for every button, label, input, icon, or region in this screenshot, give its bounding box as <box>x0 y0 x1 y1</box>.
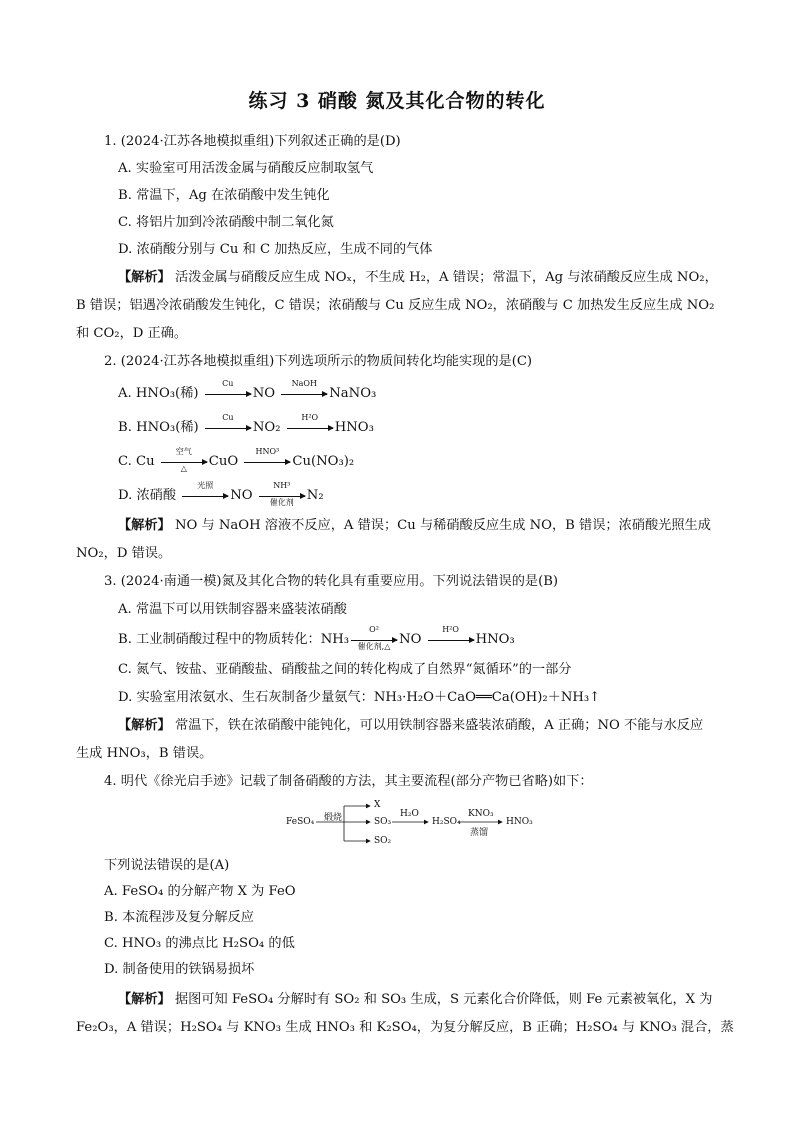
q1-option-c: C. 将铝片加到冷浓硝酸中制二氧化氮 <box>118 215 334 230</box>
q3-explanation-line-1 <box>118 716 720 736</box>
q4-explanation-text-1: 据图可知 FeSO₄ 分解时有 SO₂ 和 SO₃ 生成，S 元素化合价降低，则 Fe 元素被氧化，X 为 <box>170 992 713 1007</box>
q2-b-product: HNO₃ <box>334 420 374 435</box>
q2-option-a <box>118 378 720 404</box>
page-title: 练习 3 硝酸 氮及其化合物的转化 <box>248 90 546 112</box>
arrow-icon <box>428 624 474 647</box>
arrow-icon <box>205 412 251 435</box>
q3-explanation-line-2: 生成 HNO₃，B 错误。 <box>76 746 213 761</box>
arrow-icon <box>351 624 397 651</box>
arrow-label-bottom: 催化剂 <box>269 497 294 507</box>
arrow-icon <box>205 378 251 401</box>
explanation-tag: 【解析】 <box>118 270 171 285</box>
q1-explanation-line-2: B 错误；铝遇冷浓硝酸发生钝化，C 错误；浓硝酸与 Cu 反应生成 NO₂，浓硝酸与 C 加热发生反应生成 NO₂ <box>76 298 715 313</box>
q2-c-reactant: C. Cu <box>118 454 159 469</box>
q4-option-b: B. 本流程涉及复分解反应 <box>104 910 254 925</box>
arrow-icon <box>161 446 207 473</box>
q4-option-d: D. 制备使用的铁锅易损坏 <box>104 962 255 977</box>
q3-explanation-text-1: 常温下，铁在浓硝酸中能钝化，可以用铁制容器来盛装浓硝酸，A 正确；NO 不能与水反应 <box>170 718 704 733</box>
arrow-label-top: HNO³ <box>255 446 280 456</box>
flow-product-so3: SO₃ <box>374 817 392 827</box>
flow-product-so2: SO₂ <box>374 836 392 846</box>
q1-option-a: A. 实验室可用活泼金属与硝酸反应制取氢气 <box>118 161 374 176</box>
arrow-label-top: H²O <box>442 624 459 634</box>
q2-option-d <box>118 480 720 507</box>
arrow-label-top: Cu <box>222 378 234 388</box>
arrow-label-top: NaOH <box>291 378 317 388</box>
flow-product-x: X <box>374 800 381 810</box>
arrow-label-bottom: 催化剂,△ <box>357 641 391 651</box>
arrow-label-top: H²O <box>301 412 319 422</box>
q3-b-text: B. 工业制硝酸过程中的物质转化：NH₃ <box>118 632 350 647</box>
q2-d-product: N₂ <box>306 488 324 503</box>
q4-option-c: C. HNO₃ 的沸点比 H₂SO₄ 的低 <box>104 936 295 951</box>
arrow-icon <box>281 378 327 401</box>
process-flow-diagram <box>280 794 540 852</box>
q3-stem: 3. (2024·南通一模)氮及其化合物的转化具有重要应用。下列说法错误的是(B) <box>104 574 559 589</box>
arrow-label-top: O² <box>369 624 379 634</box>
arrow-label-top: Cu <box>222 412 234 422</box>
q3-option-a: A. 常温下可以用铁制容器来盛装浓硝酸 <box>118 602 347 617</box>
q3-b-product: HNO₃ <box>475 632 515 647</box>
q2-b-reactant: B. HNO₃(稀) <box>118 420 203 435</box>
explanation-tag: 【解析】 <box>118 518 171 533</box>
flow-step3-top: KNO₃ <box>468 809 494 819</box>
flow-start: FeSO₄ <box>286 817 315 827</box>
q2-explanation-text-1: NO 与 NaOH 溶液不反应，A 错误；Cu 与稀硝酸反应生成 NO，B 错误；浓硝酸光照生成 <box>170 518 711 533</box>
q1-option-b: B. 常温下，Ag 在浓硝酸中发生钝化 <box>118 188 330 203</box>
q1-option-d: D. 浓硝酸分别与 Cu 和 C 加热反应，生成不同的气体 <box>118 242 433 257</box>
q3-option-b <box>118 624 720 651</box>
explanation-tag: 【解析】 <box>118 718 171 733</box>
q4-explanation-line-1 <box>118 990 720 1010</box>
q1-explanation-text-1: 活泼金属与硝酸反应生成 NOₓ，不生成 H₂，A 错误；常温下，Ag 与浓硝酸反应生成 NO₂， <box>170 270 718 285</box>
arrow-icon <box>287 412 333 435</box>
q2-a-product: NaNO₃ <box>329 386 377 401</box>
flow-end: HNO₃ <box>506 817 533 827</box>
q3-option-d: D. 实验室用浓氨水、生石灰制备少量氨气：NH₃·H₂O＋CaO══Ca(OH)₂＋NH₃↑ <box>118 690 601 705</box>
flow-step2-label: H₂O <box>400 809 419 819</box>
arrow-icon <box>182 480 228 503</box>
arrow-label-top: 光照 <box>197 480 214 490</box>
flow-step1-label: 煅烧 <box>324 813 343 823</box>
q1-explanation-line-1 <box>118 268 720 288</box>
q4-option-a: A. FeSO₄ 的分解产物 X 为 FeO <box>104 884 296 899</box>
q2-c-product: Cu(NO₃)₂ <box>292 454 355 469</box>
arrow-label-top: 空气 <box>175 446 192 456</box>
q3-option-c: C. 氮气、铵盐、亚硝酸盐、硝酸盐之间的转化构成了自然界“氮循环”的一部分 <box>118 662 572 677</box>
arrow-label-bottom: △ <box>180 463 187 473</box>
q2-a-intermediate: NO <box>252 386 280 401</box>
q3-b-intermediate: NO <box>399 632 426 647</box>
q4-stem: 4. 明代《徐光启手迹》记载了制备硝酸的方法，其主要流程(部分产物已省略)如下： <box>104 774 593 789</box>
arrow-label-top: NH³ <box>273 480 291 490</box>
q1-stem: 1. (2024·江苏各地模拟重组)下列叙述正确的是(D) <box>104 134 401 149</box>
q2-d-intermediate: NO <box>230 488 257 503</box>
q2-explanation-line-2: NO₂，D 错误。 <box>76 546 172 561</box>
flow-mid: H₂SO₄ <box>432 817 461 827</box>
arrow-icon <box>259 480 305 507</box>
flow-arrows <box>280 794 540 852</box>
q2-d-reactant: D. 浓硝酸 <box>118 488 181 503</box>
q4-explanation-line-2: Fe₂O₃，A 错误；H₂SO₄ 与 KNO₃ 生成 HNO₃ 和 K₂SO₄，为复分解反应，B 正确；H₂SO₄ 与 KNO₃ 混合，蒸 <box>76 1020 734 1035</box>
q2-c-intermediate: CuO <box>208 454 243 469</box>
arrow-icon <box>244 446 290 469</box>
q2-b-intermediate: NO₂ <box>252 420 285 435</box>
q4-question: 下列说法错误的是(A) <box>104 858 230 873</box>
q2-stem: 2. (2024·江苏各地模拟重组)下列选项所示的物质间转化均能实现的是(C) <box>104 354 533 369</box>
q2-option-b <box>118 412 720 438</box>
flow-step3-bottom: 蒸馏 <box>470 828 489 838</box>
explanation-tag: 【解析】 <box>118 992 171 1007</box>
q1-explanation-line-3: 和 CO₂，D 正确。 <box>76 326 188 341</box>
q2-explanation-line-1 <box>118 516 720 536</box>
q2-option-c <box>118 446 720 473</box>
q2-a-reactant: A. HNO₃(稀) <box>118 386 203 401</box>
